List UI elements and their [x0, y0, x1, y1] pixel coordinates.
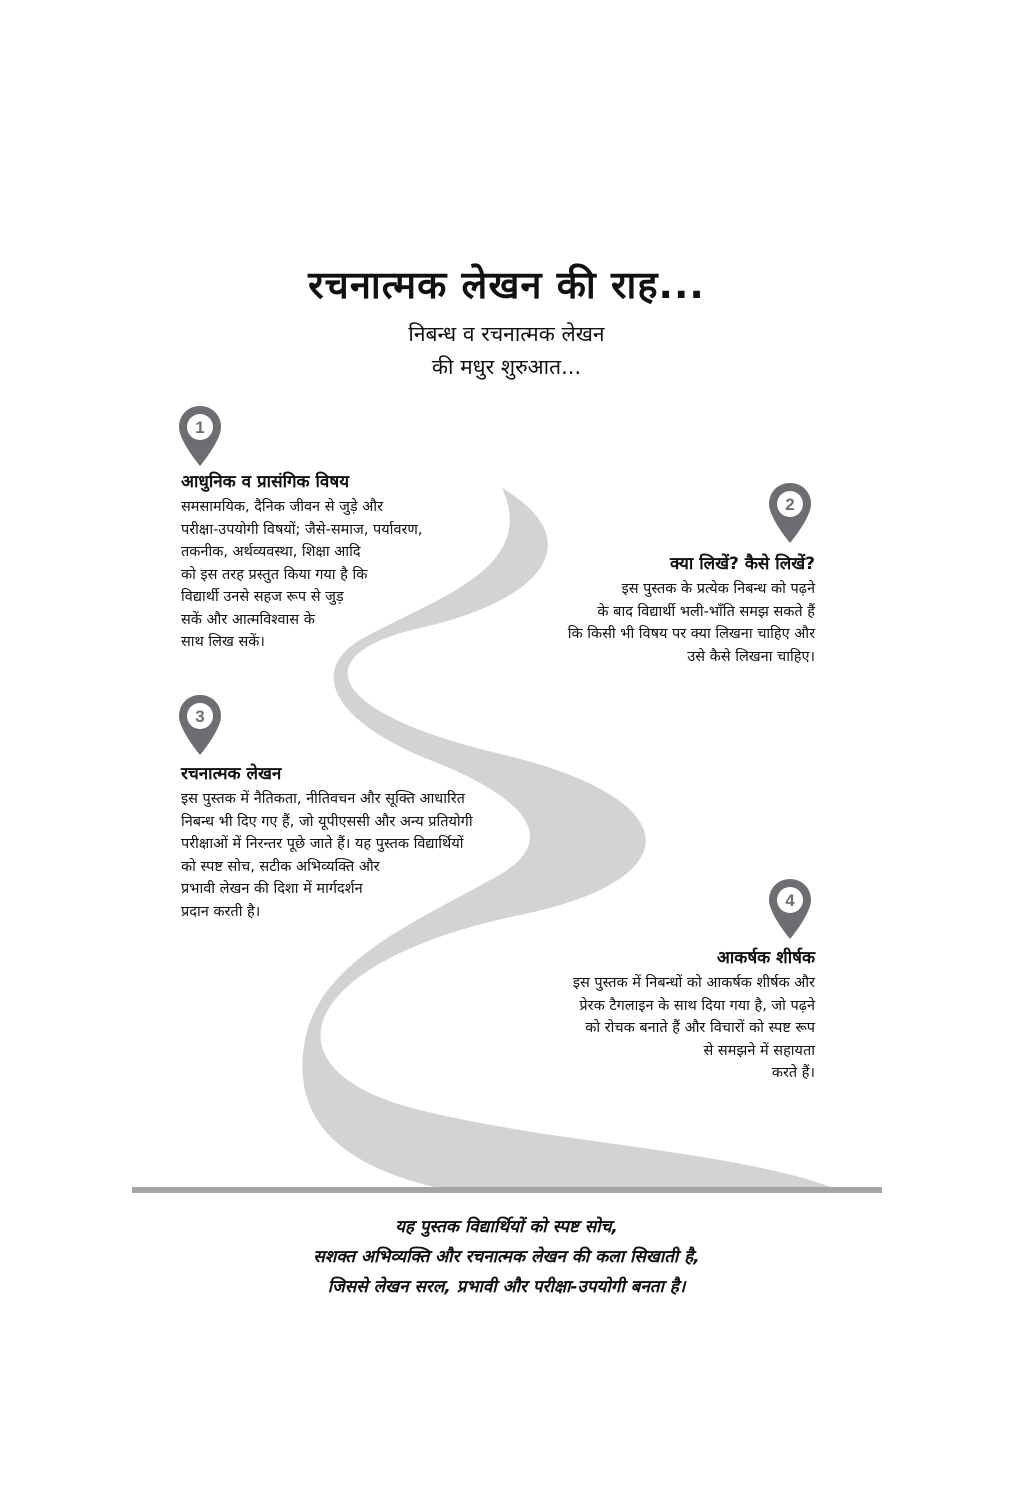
- body-line: इस पुस्तक के प्रत्येक निबन्ध को पढ़ने: [621, 581, 815, 597]
- footer-summary: [0, 1212, 1013, 1302]
- section-creative-writing: [181, 762, 473, 923]
- map-pin-icon: [176, 404, 224, 468]
- divider: [132, 1187, 882, 1193]
- body-line: प्रभावी लेखन की दिशा में मार्गदर्शन: [181, 881, 363, 897]
- body-line: को इस तरह प्रस्तुत किया गया है कि: [181, 566, 368, 583]
- section-modern-topics: [181, 470, 423, 654]
- footer-line: यह पुस्तक विद्यार्थियों को स्पष्ट सोच,: [395, 1217, 618, 1237]
- subtitle-line: निबन्ध व रचनात्मक लेखन: [408, 322, 605, 346]
- body-line: परीक्षाओं में निरन्तर पूछे जाते हैं। यह पुस्तक विद्यार्थियों: [181, 836, 464, 852]
- map-pin-icon: [176, 693, 224, 757]
- pin-number: 1: [195, 418, 205, 437]
- body-line: के बाद विद्यार्थी भली-भाँति समझ सकते हैं: [597, 603, 815, 620]
- body-line: को रोचक बनाते हैं और विचारों को स्पष्ट रूप: [585, 1020, 815, 1036]
- pin-number: 2: [785, 495, 795, 514]
- page-title: रचनात्मक लेखन की राह...: [308, 263, 705, 307]
- footer-line: सशक्त अभिव्यक्ति और रचनात्मक लेखन की कला सिखाती है,: [313, 1247, 700, 1267]
- body-line: परीक्षा-उपयोगी विषयों; जैसे-समाज, पर्यावरण,: [181, 521, 423, 538]
- body-line: करते हैं।: [771, 1065, 815, 1081]
- page-subtitle: [0, 318, 1013, 384]
- body-line: से समझने में सहायता: [703, 1042, 815, 1059]
- footer-line: जिससे लेखन सरल, प्रभावी और परीक्षा-उपयोगी बनता है।: [327, 1277, 686, 1297]
- section-body: [181, 496, 423, 654]
- body-line: को स्पष्ट सोच, सटीक अभिव्यक्ति और: [181, 858, 380, 875]
- section-attractive-titles: [573, 946, 815, 1085]
- section-heading: क्या लिखें? कैसे लिखें?: [669, 554, 815, 574]
- section-heading: आकर्षक शीर्षक: [716, 948, 815, 968]
- section-body: [181, 788, 473, 923]
- body-line: उसे कैसे लिखना चाहिए।: [687, 648, 815, 665]
- map-pin-icon: [766, 877, 814, 941]
- section-body: [573, 972, 815, 1085]
- section-heading: आधुनिक व प्रासंगिक विषय: [181, 472, 350, 492]
- body-line: साथ लिख सकें।: [181, 634, 265, 650]
- body-line: निबन्ध भी दिए गए हैं, जो यूपीएससी और अन्य प्रतियोगी: [181, 813, 473, 830]
- body-line: कि किसी भी विषय पर क्या लिखना चाहिए और: [567, 626, 815, 642]
- section-body: [568, 578, 815, 668]
- subtitle-line: की मधुर शुरुआत...: [431, 355, 582, 379]
- body-line: इस पुस्तक में नैतिकता, नीतिवचन और सूक्ति आधारित: [181, 791, 465, 807]
- pin-number: 3: [195, 707, 205, 726]
- map-pin-icon: [766, 481, 814, 545]
- section-what-how-to-write: [568, 552, 815, 668]
- body-line: प्रेरक टैगलाइन के साथ दिया गया है, जो पढ़ने: [579, 997, 815, 1014]
- body-line: इस पुस्तक में निबन्धों को आकर्षक शीर्षक और: [572, 975, 815, 991]
- body-line: प्रदान करती है।: [181, 903, 261, 920]
- body-line: समसामयिक, दैनिक जीवन से जुड़े और: [181, 499, 384, 515]
- pin-number: 4: [785, 891, 795, 910]
- body-line: सकें और आत्मविश्वास के: [181, 611, 315, 628]
- body-line: तकनीक, अर्थव्यवस्था, शिक्षा आदि: [181, 544, 361, 560]
- body-line: विद्यार्थी उनसे सहज रूप से जुड़: [181, 589, 344, 605]
- section-heading: रचनात्मक लेखन: [181, 764, 282, 784]
